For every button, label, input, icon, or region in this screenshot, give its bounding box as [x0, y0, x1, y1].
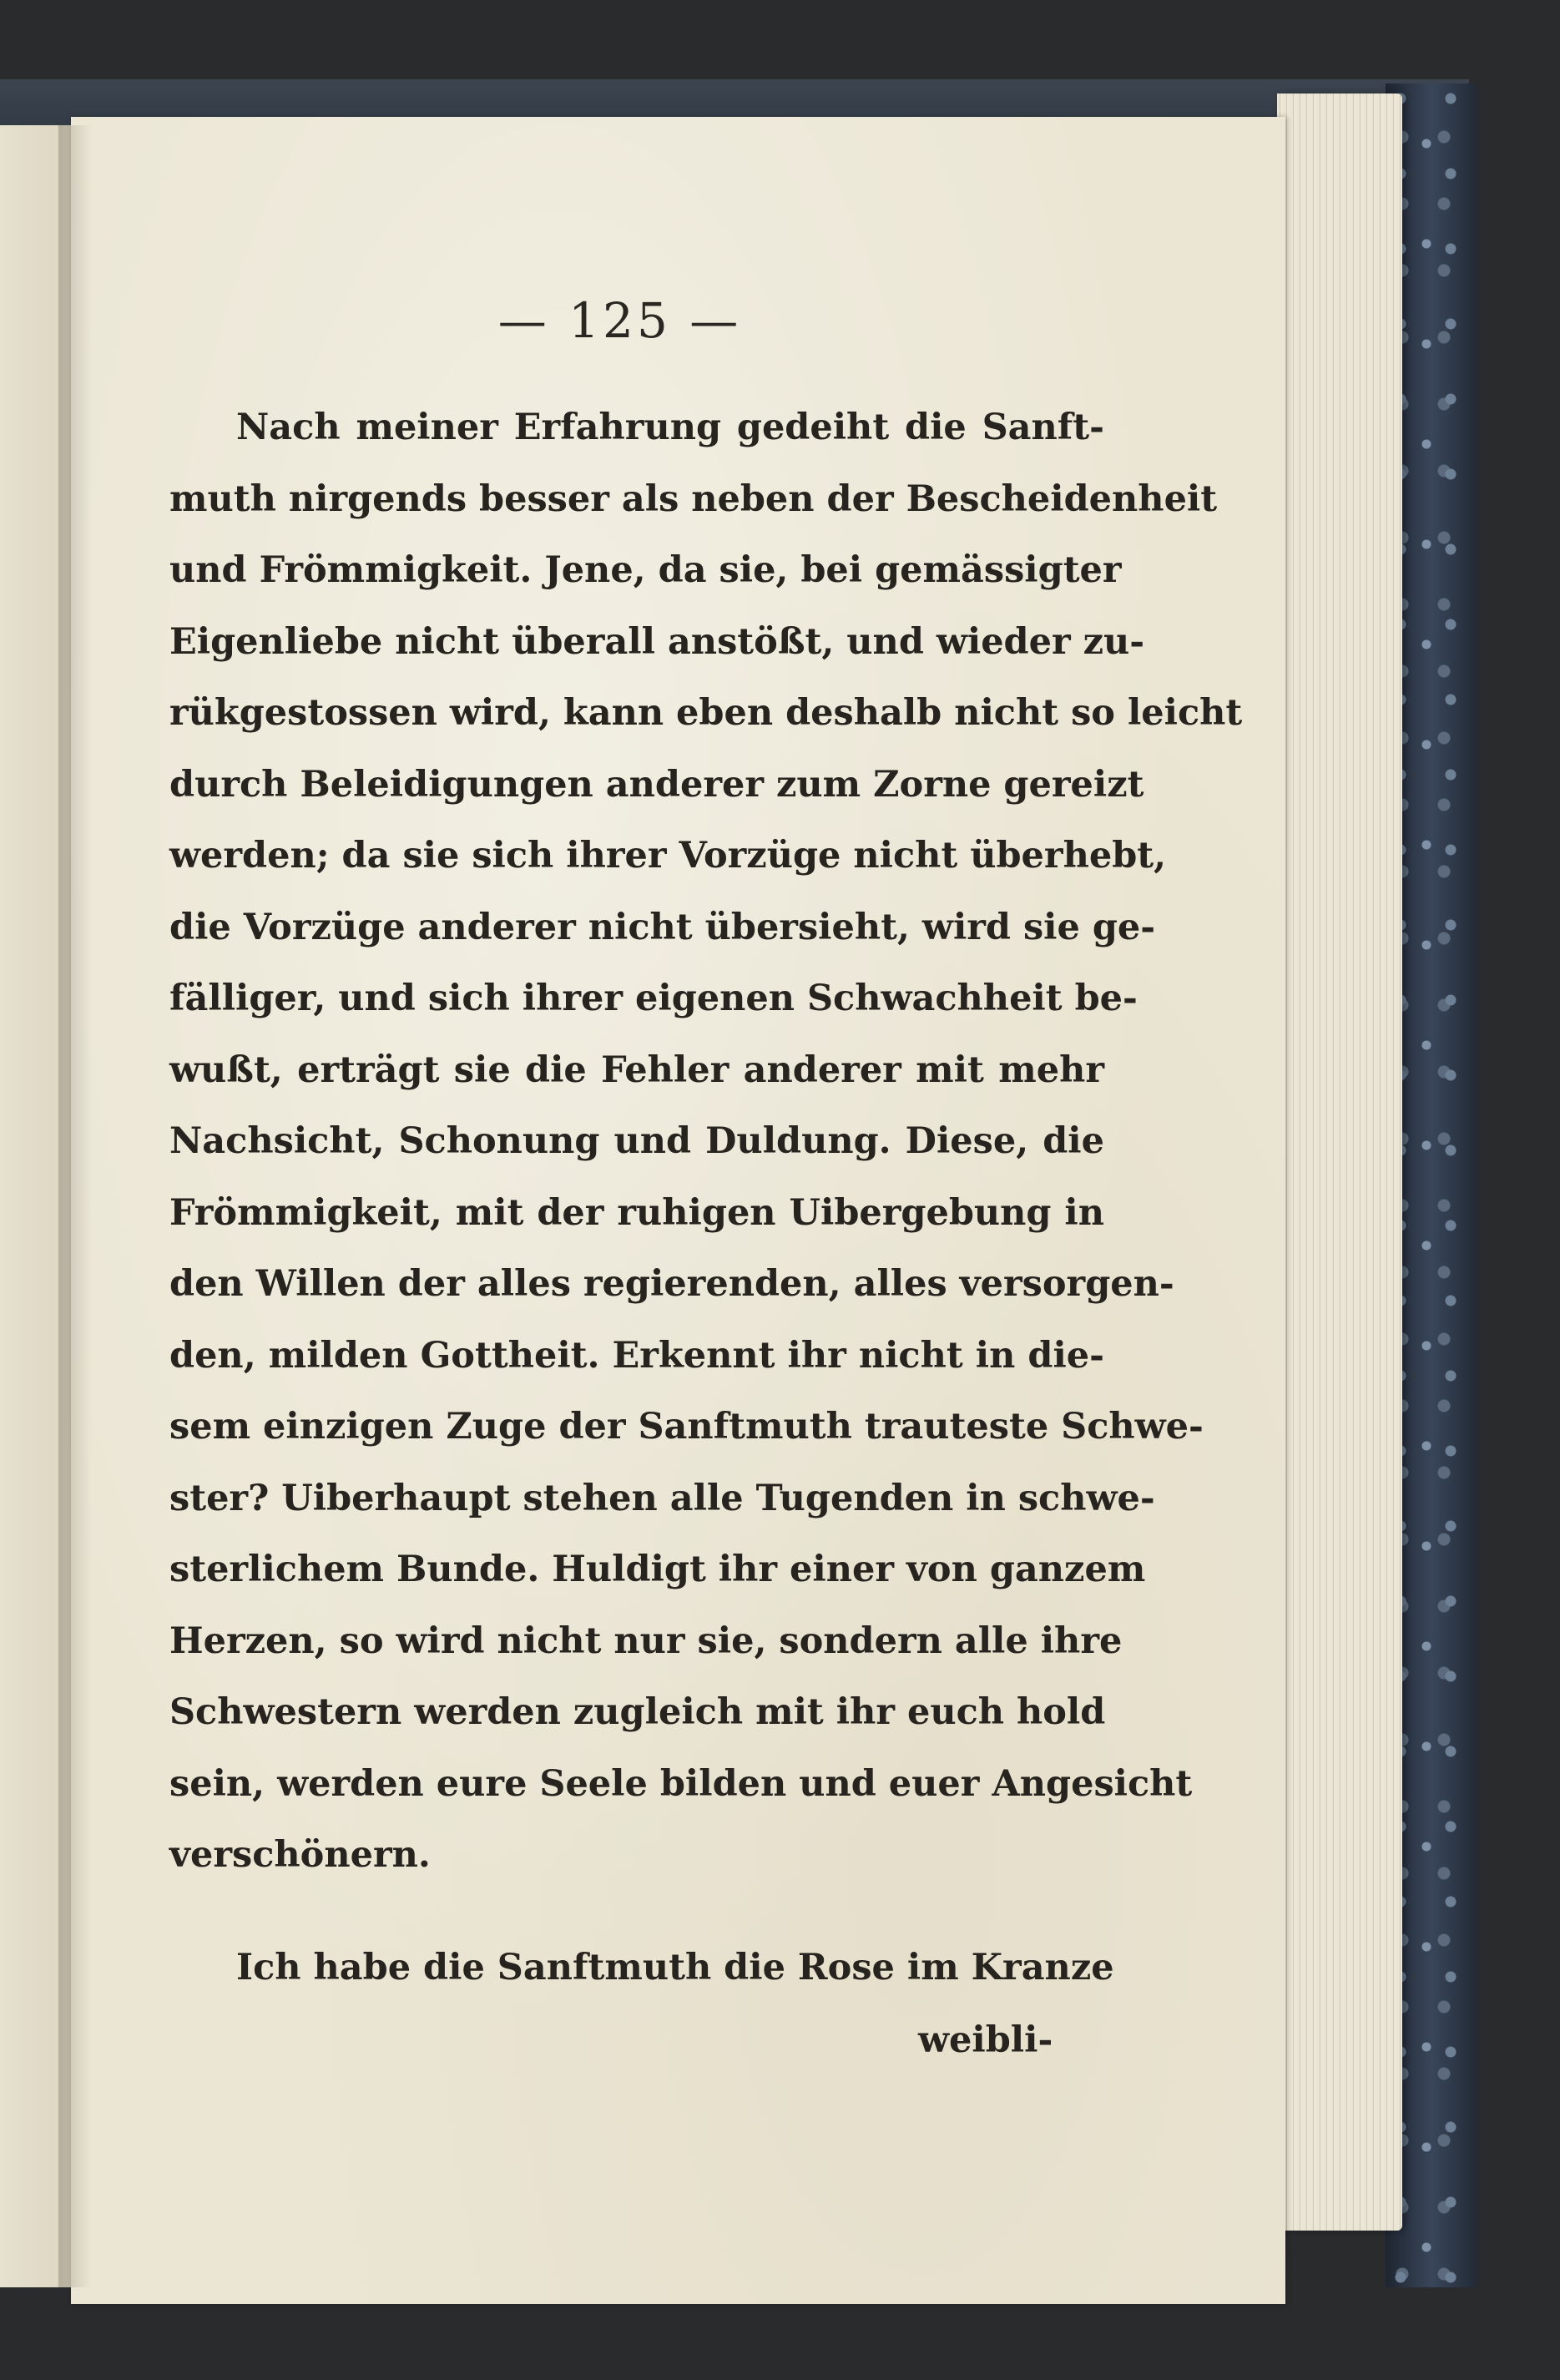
text-line: durch Beleidigungen anderer zum Zorne gereizt	[169, 763, 1144, 806]
text-line: werden; da sie sich ihrer Vorzüge nicht überhebt,	[169, 835, 1167, 877]
text-line: muth nirgends besser als neben der Bescheidenheit	[169, 478, 1218, 520]
text-line: wußt, erträgt sie die Fehler anderer mit mehr	[169, 1049, 1104, 1091]
page-edges	[1277, 93, 1402, 2231]
text-line: Nachsicht, Schonung und Duldung. Diese, die	[169, 1120, 1104, 1162]
text-line: und Frömmigkeit. Jene, da sie, bei gemässigter	[169, 549, 1122, 591]
text-line: sein, werden eure Seele bilden und euer Angesicht	[169, 1762, 1193, 1805]
text-line: Eigenliebe nicht überall anstößt, und wieder zu-	[169, 620, 1145, 663]
text-line: den Willen der alles regierenden, alles versorgen-	[169, 1263, 1174, 1305]
page-number: — 125 —	[497, 292, 742, 349]
text-line: Frömmigkeit, mit der ruhigen Uibergebung in	[169, 1191, 1104, 1234]
text-line: den, milden Gottheit. Erkennt ihr nicht in die-	[169, 1334, 1104, 1377]
text-line: sterlichem Bunde. Huldigt ihr einer von ganzem	[169, 1549, 1146, 1590]
gutter-shadow	[58, 125, 92, 2287]
paragraph-1	[169, 392, 1243, 1892]
text-line: Schwestern werden zugleich mit ihr euch hold	[169, 1691, 1106, 1733]
text-line: verschönern.	[169, 1834, 431, 1876]
book-page	[71, 117, 1285, 2304]
catchword: weibli-	[918, 2019, 1053, 2061]
text-line: rükgestossen wird, kann eben deshalb nicht so leicht	[169, 692, 1243, 734]
paragraph-2: Ich habe die Sanftmuth die Rose im Kranze	[236, 1947, 1114, 1988]
text-line: fälliger, und sich ihrer eigenen Schwachheit be-	[169, 978, 1138, 1019]
text-line: die Vorzüge anderer nicht übersieht, wird sie ge-	[169, 906, 1156, 948]
text-line: sem einzigen Zuge der Sanftmuth trauteste Schwe-	[169, 1406, 1204, 1448]
text-line: Herzen, so wird nicht nur sie, sondern alle ihre	[169, 1620, 1123, 1662]
text-line: Nach meiner Erfahrung gedeiht die Sanft-	[236, 407, 1104, 448]
text-line: ster? Uiberhaupt stehen alle Tugenden in schwe-	[169, 1477, 1155, 1519]
